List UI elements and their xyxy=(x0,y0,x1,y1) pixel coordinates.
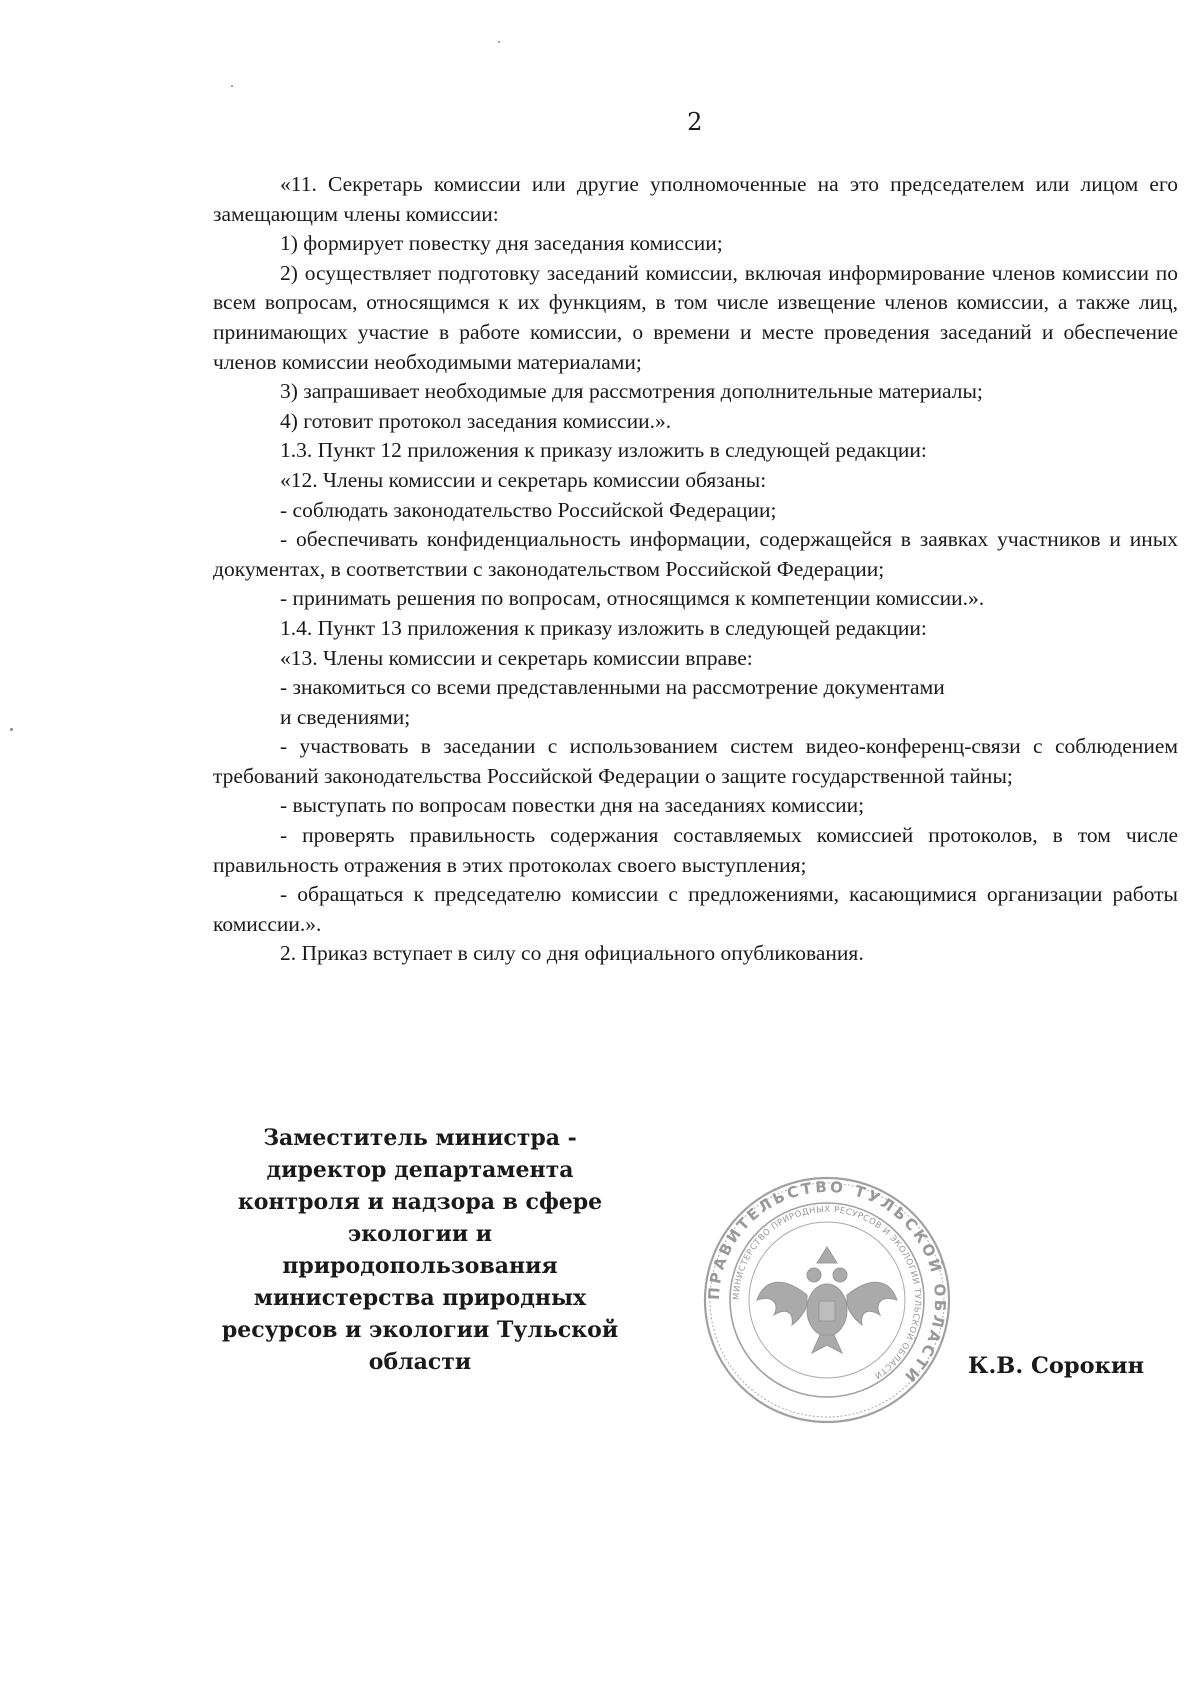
signatory-line: министерства природных xyxy=(253,1285,587,1311)
paragraph: - участвовать в заседании с использованием систем видео-конференц-связи с соблюдением требований законодательства Российской Федерации о защите государственной тайны; xyxy=(213,734,1178,788)
double-headed-eagle-icon xyxy=(757,1247,897,1353)
signatory-title xyxy=(215,1122,625,1378)
seal-inner-text: МИНИСТЕРСТВО ПРИРОДНЫХ РЕСУРСОВ И ЭКОЛОГИИ ТУЛЬСКОЙ ОБЛАСТИ xyxy=(731,1204,923,1381)
official-seal-icon xyxy=(702,1175,952,1425)
scan-speck xyxy=(498,41,500,43)
paragraph: и сведениями; xyxy=(280,704,411,729)
paragraph: - соблюдать законодательство Российской Федерации; xyxy=(280,497,777,522)
paragraph: - выступать по вопросам повестки дня на заседаниях комиссии; xyxy=(280,793,865,818)
scan-speck xyxy=(10,728,13,731)
signatory-line: экологии и xyxy=(347,1221,493,1247)
document-body xyxy=(213,170,1178,969)
paragraph: - обращаться к председателю комиссии с предложениями, касающимися организации работы комиссии.». xyxy=(213,882,1178,936)
scan-speck xyxy=(231,85,233,87)
paragraph: 1.3. Пункт 12 приложения к приказу изложить в следующей редакции: xyxy=(280,438,927,463)
paragraph: 2) осуществляет подготовку заседаний комиссии, включая информирование членов комиссии по всем вопросам, относящимся к их функциям, в том числе извещение членов комиссии, а также лиц, принимающих участие в работе комиссии, о времени и месте проведения заседаний и обеспечение членов комиссии необходимыми материалами; xyxy=(213,260,1178,374)
signatory-line: директор департамента xyxy=(266,1157,574,1183)
signatory-line: природопользования xyxy=(282,1253,558,1279)
paragraph: 4) готовит протокол заседания комиссии.». xyxy=(280,408,672,433)
paragraph: «11. Секретарь комиссии или другие уполномоченные на это председателем или лицом его замещающим члены комиссии: xyxy=(213,172,1178,226)
page-number: 2 xyxy=(687,108,703,136)
paragraph: 3) запрашивает необходимые для рассмотрения дополнительные материалы; xyxy=(280,379,983,404)
paragraph: 2. Приказ вступает в силу со дня официального опубликования. xyxy=(280,941,864,966)
signer-name: К.В. Сорокин xyxy=(968,1353,1145,1379)
signatory-line: области xyxy=(368,1349,472,1375)
signatory-line: ресурсов и экологии Тульской xyxy=(221,1317,619,1343)
paragraph: 1) формирует повестку дня заседания комиссии; xyxy=(280,231,723,256)
paragraph: «12. Члены комиссии и секретарь комиссии обязаны: xyxy=(280,467,767,492)
paragraph: - принимать решения по вопросам, относящимся к компетенции комиссии.». xyxy=(280,586,985,611)
paragraph: «13. Члены комиссии и секретарь комиссии вправе: xyxy=(280,645,753,670)
paragraph: - знакомиться со всеми представленными на рассмотрение документами xyxy=(280,675,945,700)
paragraph: - проверять правильность содержания составляемых комиссией протоколов, в том числе правильность отражения в этих протоколах своего выступления; xyxy=(213,823,1178,877)
signatory-line: контроля и надзора в сфере xyxy=(237,1189,603,1215)
signatory-line: Заместитель министра - xyxy=(263,1125,577,1151)
paragraph: - обеспечивать конфиденциальность информации, содержащейся в заявках участников и иных документах, в соответствии с законодательством Российской Федерации; xyxy=(213,527,1178,581)
seal-outer-text: ПРАВИТЕЛЬСТВО ТУЛЬСКОЙ ОБЛАСТИ xyxy=(704,1177,950,1388)
paragraph: 1.4. Пункт 13 приложения к приказу изложить в следующей редакции: xyxy=(280,615,927,640)
